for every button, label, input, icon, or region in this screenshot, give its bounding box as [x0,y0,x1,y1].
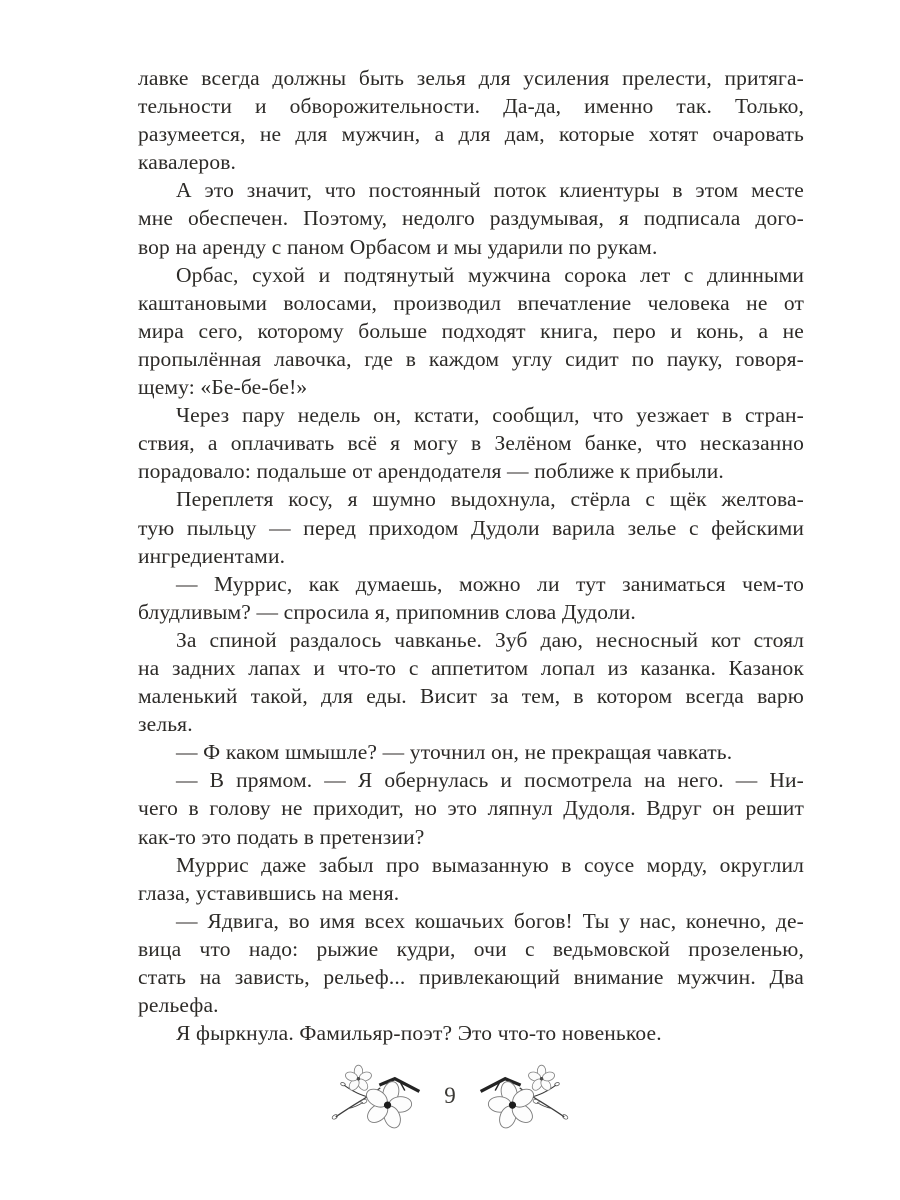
text-line: глаза, уставившись на меня. [138,880,400,905]
text-line: зелья. [138,712,193,737]
text-line: блудливым? — спросила я, припомнив слова Дудоли. [138,599,636,624]
text-line: маленький такой, для еды. Висит за тем, в котором всегда варю [138,684,804,709]
text-line: За спиной раздалось чавканье. Зуб даю, несносный кот стоял [176,627,804,652]
text-line: Муррис даже забыл про вымазанную в соусе морду, округлил [176,852,804,877]
text-line: Переплетя косу, я шумно выдохнула, стёрла с щёк желтова- [176,487,804,512]
text-line: порадовало: подальше от арендодателя — поближе к прибыли. [138,459,724,484]
text-line: А это значит, что постоянный поток клиентуры в этом месте [176,178,804,203]
text-line: пропылённая лавочка, где в каждом углу сидит по пауку, говоря- [138,346,804,371]
text-line: вор на аренду с паном Орбасом и мы ударили по рукам. [138,234,658,259]
text-line: — Ядвига, во имя всех кошачьих богов! Ты у нас, конечно, де- [176,908,804,933]
text-line: Орбас, сухой и подтянутый мужчина сорока лет с длинными [176,262,804,287]
text-line: кавалеров. [138,150,237,175]
text-line: на задних лапах и что-то с аппетитом лопал из казанка. Казанок [138,655,804,680]
text-line: — В прямом. — Я обернулась и посмотрела на него. — Ни- [176,768,804,793]
text-line: ствия, а оплачивать всё я могу в Зелёном банке, что несказанно [138,431,804,456]
text-line: вица что надо: рыжие кудри, очи с ведьмовской прозеленью, [138,936,804,961]
text-line: тельности и обворожительности. Да-да, именно так. Только, [138,94,804,119]
text-line: чего в голову не приходит, но это ляпнул Дудоля. Вдруг он решит [138,796,804,821]
text-line: рельефа. [138,993,219,1018]
text-line: мне обеспечен. Поэтому, недолго раздумывая, я подписала дого- [138,206,804,231]
text-line: тую пыльцу — перед приходом Дудоли варила зелье с фейскими [138,515,804,540]
text-line: — Ф каком шмышле? — уточнил он, не прекращая чавкать. [176,740,733,765]
text-line: щему: «Бе-бе-бе!» [138,375,308,400]
blossom-branch-left-icon [323,1060,423,1132]
text-line: каштановыми волосами, производил впечатление человека не от [138,290,804,315]
text-line: ингредиентами. [138,543,286,568]
text-line: Через пару недель он, кстати, сообщил, что уезжает в стран- [176,403,804,428]
text-line: разумеется, не для мужчин, а для дам, которые хотят очаровать [138,122,804,147]
text-line: мира сего, которому больше подходят книга, перо и конь, а не [138,318,804,343]
page-number: 9 [444,1083,456,1108]
text-line: лавке всегда должны быть зелья для усиления прелести, притяга- [138,66,804,90]
text-line: — Муррис, как думаешь, можно ли тут заниматься чем-то [176,571,804,596]
blossom-branch-right-icon [477,1060,577,1132]
page-text [138,64,804,1047]
page-footer [0,1060,900,1132]
text-line: Я фыркнула. Фамильяр-поэт? Это что-то новенькое. [176,1021,662,1046]
text-line: как-то это подать в претензии? [138,824,425,849]
text-line: стать на зависть, рельеф... привлекающий внимание мужчин. Два [138,965,804,989]
